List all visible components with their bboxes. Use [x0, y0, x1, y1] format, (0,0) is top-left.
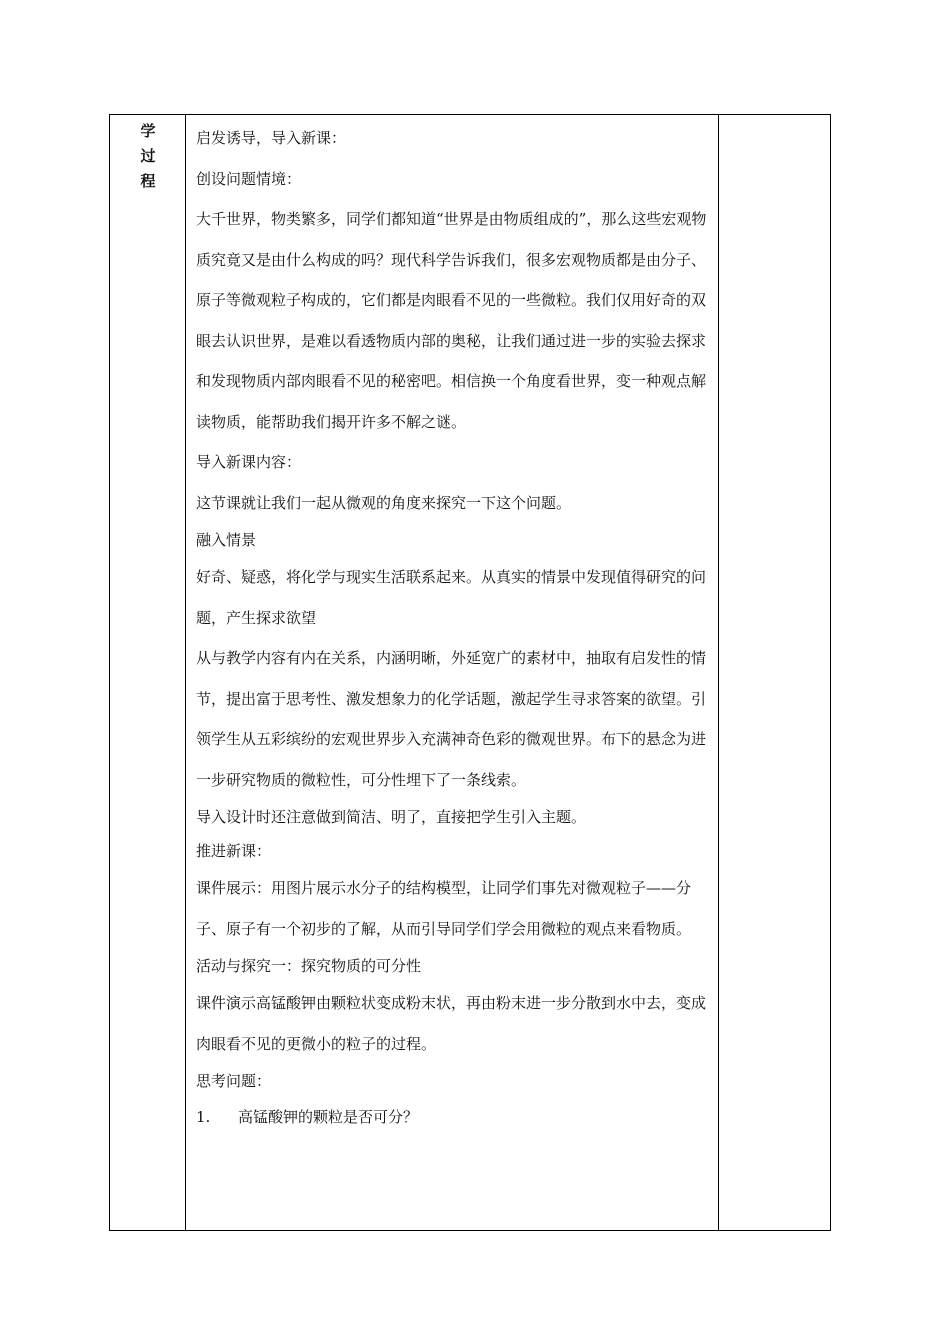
- paragraph-material: 从与教学内容有内在关系，内涵明晰，外延宽广的素材中，抽取有启发性的情节，提出富于思考性、激发想象力的化学话题，激起学生寻求答案的欲望。引领学生从五彩缤纷的宏观世界步入充满神奇色彩的微观世界。布下的悬念为进一步研究物质的微粒性，可分性埋下了一条线索。: [196, 649, 707, 789]
- heading-situation: 创设问题情境：: [196, 169, 302, 188]
- section-label-cell: [110, 115, 186, 1230]
- heading-intro: 启发诱导，导入新课：: [196, 129, 347, 147]
- heading-scene: 融入情景: [196, 531, 257, 549]
- content-cell: [186, 115, 719, 1230]
- heading-activity-one: 活动与探究一：探究物质的可分性: [196, 957, 422, 975]
- question-item-1-number: 1.: [196, 1108, 211, 1126]
- paragraph-design: 导入设计时还注意做到简洁、明了，直接把学生引入主题。: [196, 808, 587, 826]
- paragraph-demo: 课件演示高锰酸钾由颗粒状变成粉末状，再由粉末进一步分散到水中去，变成肉眼看不见的更微小的粒子的过程。: [196, 994, 707, 1053]
- content-body: [196, 118, 712, 1136]
- section-label-char-1: 学: [140, 122, 156, 140]
- notes-cell: [719, 115, 830, 1230]
- heading-new-lesson: 导入新课内容：: [196, 453, 302, 471]
- heading-advance: 推进新课：: [196, 842, 272, 860]
- section-label-char-2: 过: [140, 147, 156, 165]
- question-item-1: [196, 1098, 712, 1136]
- paragraph-curiosity: 好奇、疑惑，将化学与现实生活联系起来。从真实的情景中发现值得研究的问题，产生探求欲望: [196, 568, 707, 627]
- section-label: [110, 119, 186, 194]
- paragraph-this-lesson: 这节课就让我们一起从微观的角度来探究一下这个问题。: [196, 493, 572, 512]
- section-label-char-3: 程: [140, 172, 156, 190]
- lesson-table: [109, 114, 831, 1231]
- paragraph-courseware: 课件展示：用图片展示水分子的结构模型，让同学们事先对微观粒子——分子、原子有一个初步的了解，从而引导同学们学会用微粒的观点来看物质。: [196, 879, 692, 938]
- heading-questions: 思考问题：: [196, 1072, 272, 1090]
- question-item-1-text: 高锰酸钾的颗粒是否可分？: [238, 1108, 419, 1126]
- paragraph-world: 大千世界，物类繁多，同学们都知道“世界是由物质组成的”，那么这些宏观物质究竟又是由什么构成的吗？现代科学告诉我们，很多宏观物质都是由分子、原子等微观粒子构成的，它们都是肉眼看不见的一些微粒。我们仅用好奇的双眼去认识世界，是难以看透物质内部的奥秘，让我们通过进一步的实验去探求和发现物质内部肉眼看不见的秘密吧。相信换一个角度看世界，变一种观点解读物质，能帮助我们揭开许多不解之谜。: [196, 210, 707, 431]
